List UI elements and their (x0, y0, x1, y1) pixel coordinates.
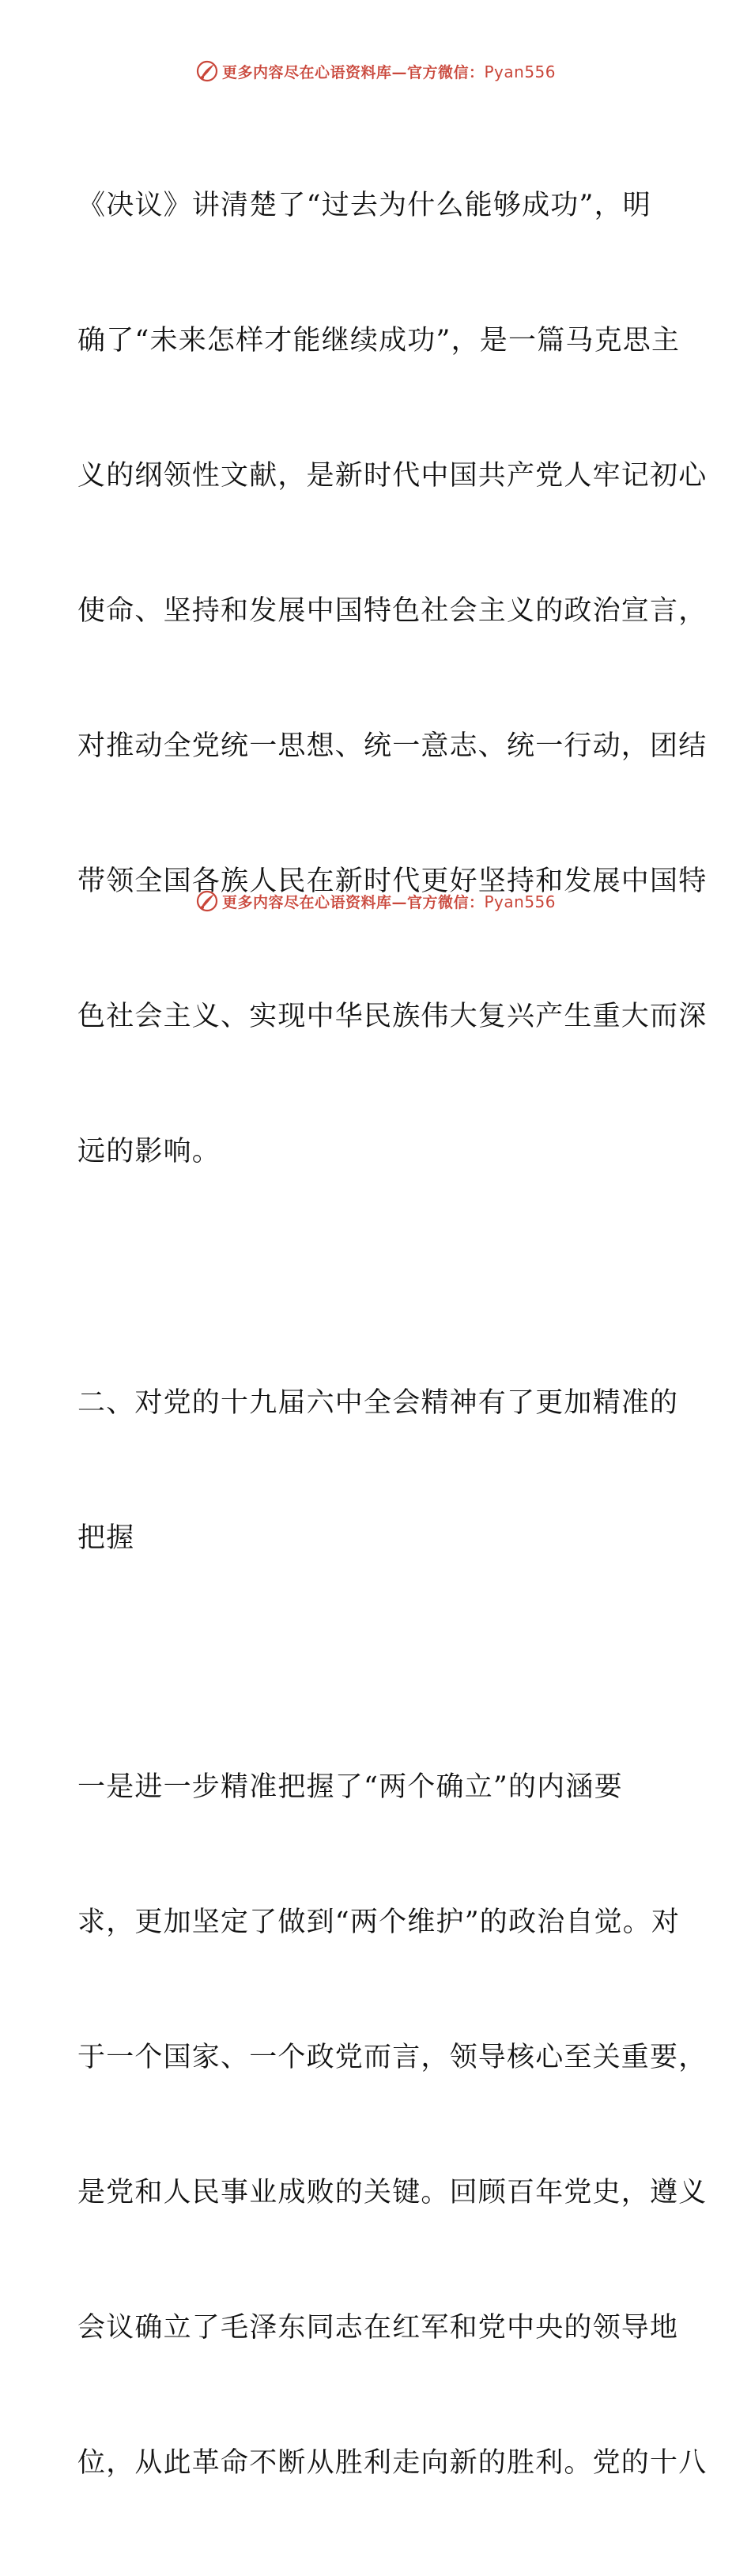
text-line: 使命、坚持和发展中国特色社会主义的政治宣言， (77, 595, 708, 627)
text-line: 位，从此革命不断从胜利走向新的胜利。党的十八 (77, 2447, 708, 2479)
text-line: 确了“未来怎样才能继续成功”，是一篇马克思主 (77, 325, 681, 356)
footer-watermark (0, 885, 751, 917)
watermark-text (222, 891, 556, 912)
paragraph-resolution (77, 93, 708, 1265)
text-line: 是党和人民事业成败的关键。回顾百年党史，遵义 (77, 2177, 708, 2208)
text-line: 把握 (77, 1522, 135, 1554)
watermark-text (222, 61, 556, 82)
text-line: 于一个国家、一个政党而言，领导核心至关重要， (77, 2042, 708, 2073)
watermark-label: 更多内容尽在心语资料库—官方微信： (221, 63, 485, 81)
watermark-brand: Pyan556 (484, 892, 557, 911)
text-line: 色社会主义、实现中华民族伟大复兴产生重大而深 (77, 1001, 708, 1032)
document-body (77, 93, 708, 2576)
text-line: 《决议》讲清楚了“过去为什么能够成功”，明 (77, 190, 651, 221)
text-line: 远的影响。 (77, 1136, 221, 1167)
watermark-brand: Pyan556 (484, 62, 557, 81)
text-line: 对推动全党统一思想、统一意志、统一行动，团结 (77, 730, 708, 762)
text-line: 求，更加坚定了做到“两个维护”的政治自觉。对 (77, 1907, 681, 1938)
text-line: 会议确立了毛泽东同志在红军和党中央的领导地 (77, 2312, 679, 2344)
header-watermark (0, 55, 751, 87)
text-line: 义的纲领性文献，是新时代中国共产党人牢记初心 (77, 460, 708, 492)
watermark-label: 更多内容尽在心语资料库—官方微信： (221, 893, 485, 911)
paragraph-two-establishments (77, 1675, 708, 2576)
text-line: 带领全国各族人民在新时代更好坚持和发展中国特 (77, 866, 708, 897)
brush-logo-icon (195, 889, 219, 913)
text-line: 二、对党的十九届六中全会精神有了更加精准的 (77, 1387, 679, 1419)
section-heading (77, 1291, 678, 1651)
brush-logo-icon (195, 59, 219, 83)
text-line: 一是进一步精准把握了“两个确立”的内涵要 (77, 1771, 623, 1803)
